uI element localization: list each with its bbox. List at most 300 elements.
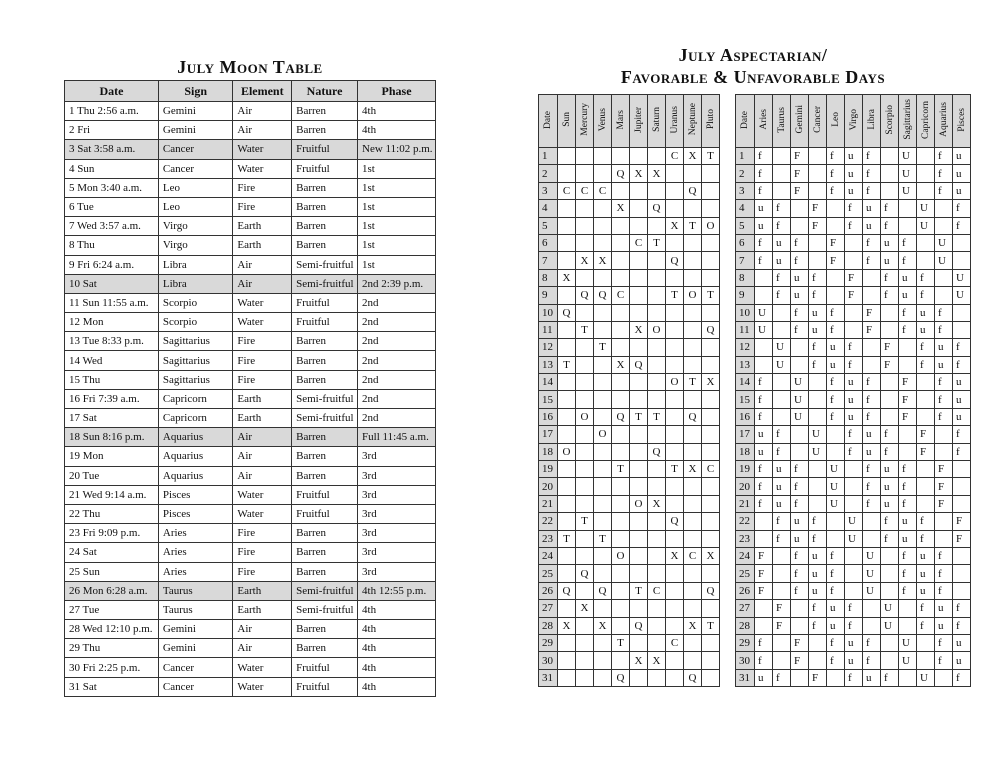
sign-favorability-cell (845, 495, 863, 512)
sign-favorability-row (736, 443, 971, 460)
sign-favorability-col-header-label: Aries (758, 109, 769, 130)
sign-favorability-row (736, 391, 971, 408)
planet-aspect-cell (648, 391, 666, 408)
planet-aspect-row (539, 426, 720, 443)
planet-aspect-cell: T (702, 617, 720, 634)
moon-table-row (65, 102, 436, 121)
planet-aspect-cell (558, 408, 576, 425)
sign-favorability-cell (773, 304, 791, 321)
sign-favorability-cell: f (755, 252, 773, 269)
planet-aspect-cell: T (558, 530, 576, 547)
planet-aspect-cell (576, 339, 594, 356)
planet-aspect-date-cell: 15 (539, 391, 558, 408)
sign-favorability-cell: u (827, 356, 845, 373)
moon-table-cell: Barren (292, 447, 358, 466)
planet-aspect-cell (648, 356, 666, 373)
sign-favorability-cell: u (935, 617, 953, 634)
sign-favorability-cell (773, 391, 791, 408)
aspectarian-title-line2: Favorable & Unfavorable Days (620, 67, 886, 87)
planet-aspect-cell: Q (702, 582, 720, 599)
sign-favorability-col-header (809, 95, 827, 148)
moon-table-cell: Cancer (158, 140, 233, 159)
sign-favorability-cell: f (935, 321, 953, 338)
moon-table-row (65, 658, 436, 677)
sign-favorability-cell (809, 461, 827, 478)
planet-aspect-cell: X (594, 617, 612, 634)
moon-table (64, 80, 436, 697)
planet-aspect-cell (648, 530, 666, 547)
planet-aspect-cell (558, 513, 576, 530)
planet-aspect-cell (612, 391, 630, 408)
sign-favorability-cell (881, 652, 899, 669)
planet-aspect-cell (630, 304, 648, 321)
sign-favorability-cell: F (953, 530, 971, 547)
planet-aspect-cell (648, 217, 666, 234)
planet-aspect-cell: T (630, 582, 648, 599)
sign-favorability-cell: u (935, 339, 953, 356)
planet-aspect-cell (666, 339, 684, 356)
planet-aspect-cell (576, 374, 594, 391)
moon-table-cell: 13 Tue 8:33 p.m. (65, 332, 159, 351)
moon-table-cell: Barren (292, 370, 358, 389)
moon-table-cell: Air (233, 274, 292, 293)
planet-aspect-cell (702, 234, 720, 251)
planet-aspect-date-cell: 29 (539, 634, 558, 651)
sign-favorability-cell: U (809, 443, 827, 460)
sign-favorability-row (736, 617, 971, 634)
moon-table-cell: 5 Mon 3:40 a.m. (65, 178, 159, 197)
sign-favorability-cell (809, 234, 827, 251)
planet-aspect-cell (576, 200, 594, 217)
sign-favorability-cell (791, 426, 809, 443)
sign-favorability-cell: f (809, 339, 827, 356)
moon-table-cell: 1st (358, 217, 436, 236)
sign-favorability-col-header-label: Virgo (848, 108, 859, 131)
sign-favorability-row (736, 634, 971, 651)
moon-table-cell: Barren (292, 178, 358, 197)
sign-favorability-cell (845, 321, 863, 338)
planet-aspect-cell: X (666, 217, 684, 234)
planet-aspect-cell (666, 182, 684, 199)
planet-aspect-cell: C (612, 287, 630, 304)
moon-table-cell: Water (233, 159, 292, 178)
sign-favorability-cell (881, 408, 899, 425)
sign-favorability-cell: f (755, 234, 773, 251)
moon-table-cell: Barren (292, 639, 358, 658)
sign-favorability-cell: f (809, 269, 827, 286)
sign-favorability-col-header (881, 95, 899, 148)
planet-aspect-cell: C (558, 182, 576, 199)
sign-favorability-cell: F (809, 200, 827, 217)
sign-favorability-cell: f (917, 513, 935, 530)
sign-favorability-date-cell: 12 (736, 339, 755, 356)
planet-aspect-row (539, 600, 720, 617)
planet-aspect-col-header (594, 95, 612, 148)
sign-favorability-date-cell: 30 (736, 652, 755, 669)
planet-aspect-cell (648, 669, 666, 686)
sign-favorability-cell (953, 461, 971, 478)
sign-favorability-row (736, 182, 971, 199)
moon-table-row (65, 504, 436, 523)
moon-table-body (65, 102, 436, 697)
sign-favorability-cell (827, 217, 845, 234)
planet-aspect-cell: Q (558, 304, 576, 321)
sign-favorability-date-cell: 9 (736, 287, 755, 304)
sign-favorability-cell: F (827, 252, 845, 269)
moon-table-cell: 27 Tue (65, 600, 159, 619)
sign-favorability-cell: u (953, 374, 971, 391)
moon-col-header: Date (65, 81, 159, 102)
planet-aspect-cell: C (702, 461, 720, 478)
planet-aspect-row (539, 495, 720, 512)
planet-aspect-cell (684, 356, 702, 373)
planet-aspect-row (539, 565, 720, 582)
moon-table-cell: Taurus (158, 600, 233, 619)
planet-aspect-cell (594, 600, 612, 617)
sign-favorability-cell: U (899, 148, 917, 165)
sign-favorability-cell: u (827, 339, 845, 356)
sign-favorability-cell (845, 461, 863, 478)
sign-favorability-cell: f (755, 495, 773, 512)
sign-favorability-cell (917, 165, 935, 182)
moon-table-cell: Aries (158, 524, 233, 543)
moon-table-cell: Fruitful (292, 140, 358, 159)
sign-favorability-cell (917, 634, 935, 651)
sign-favorability-cell: F (935, 478, 953, 495)
moon-table-cell: Earth (233, 236, 292, 255)
moon-table-cell: 11 Sun 11:55 a.m. (65, 293, 159, 312)
planet-aspect-cell (594, 356, 612, 373)
planet-aspect-col-header-label: Jupiter (633, 106, 644, 133)
planet-aspect-cell (630, 443, 648, 460)
planet-aspect-date-cell: 3 (539, 182, 558, 199)
sign-favorability-cell: f (881, 269, 899, 286)
sign-favorability-cell: F (917, 426, 935, 443)
planet-aspect-row (539, 669, 720, 686)
sign-favorability-cell: f (917, 339, 935, 356)
sign-favorability-cell: f (809, 287, 827, 304)
sign-favorability-cell (881, 304, 899, 321)
sign-favorability-cell: u (791, 530, 809, 547)
sign-favorability-cell: f (827, 321, 845, 338)
sign-favorability-cell: u (845, 391, 863, 408)
sign-favorability-cell: u (791, 287, 809, 304)
sign-favorability-cell: f (935, 165, 953, 182)
sign-favorability-cell (845, 582, 863, 599)
planet-aspect-cell (558, 652, 576, 669)
sign-favorability-cell (917, 148, 935, 165)
planet-aspect-cell: O (576, 408, 594, 425)
planet-aspect-cell (630, 182, 648, 199)
moon-table-cell: Earth (233, 581, 292, 600)
sign-favorability-date-cell: 13 (736, 356, 755, 373)
planet-aspect-cell (702, 304, 720, 321)
sign-favorability-cell: f (863, 148, 881, 165)
sign-favorability-cell: f (917, 287, 935, 304)
planet-aspect-cell (612, 217, 630, 234)
sign-favorability-cell: f (863, 165, 881, 182)
sign-favorability-cell: f (881, 287, 899, 304)
sign-favorability-date-cell: 7 (736, 252, 755, 269)
planet-aspect-row (539, 513, 720, 530)
moon-table-row (65, 409, 436, 428)
planet-aspect-cell (558, 495, 576, 512)
planet-aspect-cell: T (576, 513, 594, 530)
planet-aspect-cell: C (684, 547, 702, 564)
sign-favorability-cell: F (881, 356, 899, 373)
sign-favorability-cell: u (845, 652, 863, 669)
planet-aspect-cell (558, 321, 576, 338)
sign-favorability-cell (809, 652, 827, 669)
planet-aspect-cell (684, 565, 702, 582)
sign-favorability-cell (917, 252, 935, 269)
sign-favorability-row (736, 269, 971, 286)
planet-aspect-cell (558, 426, 576, 443)
sign-favorability-cell: u (917, 565, 935, 582)
sign-favorability-cell (935, 217, 953, 234)
planet-aspect-date-cell: 24 (539, 547, 558, 564)
planet-aspect-date-cell: 20 (539, 478, 558, 495)
planet-aspect-cell: X (684, 148, 702, 165)
planet-aspect-col-header-label: Venus (597, 107, 608, 132)
planet-aspect-cell (702, 634, 720, 651)
planet-aspect-cell (648, 565, 666, 582)
moon-table-row (65, 370, 436, 389)
sign-favorability-cell: u (755, 217, 773, 234)
planet-aspect-cell (594, 374, 612, 391)
planet-aspect-cell: O (702, 217, 720, 234)
sign-favorability-date-cell: 20 (736, 478, 755, 495)
moon-table-cell: Air (233, 102, 292, 121)
moon-table-cell: 3rd (358, 466, 436, 485)
sign-favorability-cell: f (773, 513, 791, 530)
planet-aspect-cell: Q (576, 565, 594, 582)
sign-favorability-cell: u (953, 182, 971, 199)
planet-aspect-cell (702, 565, 720, 582)
sign-favorability-date-cell: 17 (736, 426, 755, 443)
sign-favorability-row (736, 652, 971, 669)
planet-aspect-cell (684, 443, 702, 460)
sign-favorability-col-header-label: Gemini (794, 105, 805, 134)
sign-favorability-cell: U (827, 478, 845, 495)
planet-aspect-cell (666, 443, 684, 460)
planet-aspect-cell: Q (594, 287, 612, 304)
moon-table-row (65, 255, 436, 274)
sign-favorability-cell (863, 530, 881, 547)
moon-table-cell: Cancer (158, 677, 233, 696)
moon-table-row (65, 389, 436, 408)
sign-favorability-cell (809, 478, 827, 495)
sign-favorability-cell (755, 269, 773, 286)
moon-table-cell: 2nd (358, 293, 436, 312)
sign-favorability-cell (881, 148, 899, 165)
sign-favorability-cell: u (809, 565, 827, 582)
sign-favorability-cell: f (953, 600, 971, 617)
planet-aspect-cell (702, 513, 720, 530)
sign-favorability-cell (809, 374, 827, 391)
moon-table-cell: Fruitful (292, 658, 358, 677)
moon-table-cell: Fire (233, 178, 292, 197)
sign-favorability-row (736, 234, 971, 251)
planet-aspect-cell (684, 495, 702, 512)
planet-aspect-cell: T (702, 148, 720, 165)
sign-favorability-cell: U (935, 234, 953, 251)
planet-aspect-cell (612, 582, 630, 599)
sign-favorability-cell (791, 443, 809, 460)
sign-favorability-cell (755, 513, 773, 530)
planet-aspect-cell (684, 513, 702, 530)
sign-favorability-date-cell: 15 (736, 391, 755, 408)
sign-favorability-date-cell: 22 (736, 513, 755, 530)
sign-favorability-cell: f (917, 356, 935, 373)
planet-aspect-date-cell: 19 (539, 461, 558, 478)
sign-favorability-cell: U (809, 426, 827, 443)
planet-aspect-row (539, 217, 720, 234)
planet-aspect-cell (576, 547, 594, 564)
planet-aspect-cell (612, 269, 630, 286)
planet-aspect-cell (594, 269, 612, 286)
sign-favorability-cell: u (845, 374, 863, 391)
sign-favorability-cell (791, 217, 809, 234)
sign-favorability-cell: f (953, 200, 971, 217)
planet-aspect-col-header (576, 95, 594, 148)
moon-table-cell: 29 Thu (65, 639, 159, 658)
sign-favorability-cell: u (863, 217, 881, 234)
planet-aspect-cell (702, 356, 720, 373)
planet-aspect-row (539, 443, 720, 460)
moon-table-cell: Capricorn (158, 409, 233, 428)
sign-favorability-row (736, 478, 971, 495)
moon-table-cell: 4th (358, 677, 436, 696)
sign-favorability-row (736, 547, 971, 564)
sign-favorability-cell (953, 582, 971, 599)
moon-table-cell: Cancer (158, 658, 233, 677)
moon-table-cell: Semi-fruitful (292, 255, 358, 274)
sign-favorability-cell: F (917, 443, 935, 460)
sign-favorability-cell: f (791, 547, 809, 564)
sign-favorability-date-cell: 2 (736, 165, 755, 182)
planet-aspect-cell (666, 565, 684, 582)
sign-favorability-cell (863, 513, 881, 530)
planet-aspect-cell (594, 234, 612, 251)
sign-favorability-date-cell: 23 (736, 530, 755, 547)
planet-aspect-cell (558, 547, 576, 564)
sign-favorability-cell: f (863, 408, 881, 425)
sign-favorability-cell: F (899, 374, 917, 391)
planet-aspect-cell (702, 408, 720, 425)
planet-aspect-cell: Q (648, 443, 666, 460)
moon-table-cell: Air (233, 639, 292, 658)
sign-favorability-cell: f (881, 217, 899, 234)
planet-aspect-cell: T (684, 217, 702, 234)
planet-aspect-cell: Q (558, 582, 576, 599)
planet-aspect-cell (576, 234, 594, 251)
moon-table-cell: 1st (358, 197, 436, 216)
planet-aspect-cell (666, 356, 684, 373)
planet-aspect-cell (702, 600, 720, 617)
planet-aspect-cell (576, 304, 594, 321)
planet-aspect-row (539, 634, 720, 651)
sign-favorability-cell: f (755, 374, 773, 391)
planet-aspect-cell (612, 252, 630, 269)
planet-aspect-cell (702, 200, 720, 217)
sign-favorability-cell: u (773, 252, 791, 269)
sign-favorability-cell: u (863, 426, 881, 443)
sign-favorability-cell: f (881, 513, 899, 530)
sign-favorability-cell (827, 443, 845, 460)
sign-favorability-cell: F (935, 495, 953, 512)
sign-favorability-cell: u (845, 634, 863, 651)
planet-aspect-cell (702, 669, 720, 686)
sign-favorability-cell (809, 634, 827, 651)
moon-table-cell: 7 Wed 3:57 a.m. (65, 217, 159, 236)
sign-favorability-cell: F (863, 304, 881, 321)
moon-table-cell: Air (233, 121, 292, 140)
sign-favorability-cell: F (827, 234, 845, 251)
sign-favorability-cell: U (863, 547, 881, 564)
planet-aspect-cell (630, 547, 648, 564)
sign-favorability-cell: f (809, 513, 827, 530)
moon-table-cell: 2 Fri (65, 121, 159, 140)
sign-favorability-cell: f (917, 600, 935, 617)
moon-table-cell: 2nd (358, 409, 436, 428)
sign-favorability-cell: f (773, 669, 791, 686)
planet-aspect-cell: X (702, 374, 720, 391)
moon-table-cell: Leo (158, 178, 233, 197)
sign-favorability-cell: u (773, 478, 791, 495)
planet-aspect-date-cell: 28 (539, 617, 558, 634)
sign-favorability-date-cell: 5 (736, 217, 755, 234)
sign-favorability-cell: f (899, 304, 917, 321)
planet-aspect-row (539, 617, 720, 634)
sign-favorability-cell (809, 252, 827, 269)
sign-favorability-col-header (755, 95, 773, 148)
moon-table-row (65, 140, 436, 159)
planet-aspect-cell (648, 634, 666, 651)
sign-favorability-date-cell: 26 (736, 582, 755, 599)
moon-table-row (65, 581, 436, 600)
moon-table-cell: 19 Mon (65, 447, 159, 466)
sign-favorability-date-cell: 21 (736, 495, 755, 512)
sign-favorability-cell: u (917, 547, 935, 564)
planet-aspect-cell: C (666, 148, 684, 165)
sign-favorability-cell (827, 426, 845, 443)
planet-aspect-cell (648, 600, 666, 617)
sign-favorability-cell (953, 547, 971, 564)
sign-favorability-row (736, 513, 971, 530)
sign-favorability-cell (935, 530, 953, 547)
sign-favorability-cell (773, 547, 791, 564)
sign-favorability-cell (953, 565, 971, 582)
sign-favorability-cell (917, 374, 935, 391)
planet-aspect-cell: Q (612, 165, 630, 182)
sign-favorability-row (736, 252, 971, 269)
planet-aspect-cell (702, 339, 720, 356)
sign-favorability-cell (899, 669, 917, 686)
sign-favorability-cell: u (845, 408, 863, 425)
moon-table-cell: 18 Sun 8:16 p.m. (65, 428, 159, 447)
planet-aspect-cell (702, 269, 720, 286)
sign-favorability-cell: f (863, 652, 881, 669)
sign-favorability-cell: f (845, 426, 863, 443)
sign-favorability-cell (773, 565, 791, 582)
sign-favorability-col-header (773, 95, 791, 148)
sign-favorability-cell (773, 582, 791, 599)
sign-favorability-cell: u (917, 304, 935, 321)
sign-favorability-cell: u (755, 200, 773, 217)
planet-aspect-cell (684, 234, 702, 251)
sign-favorability-col-header (935, 95, 953, 148)
